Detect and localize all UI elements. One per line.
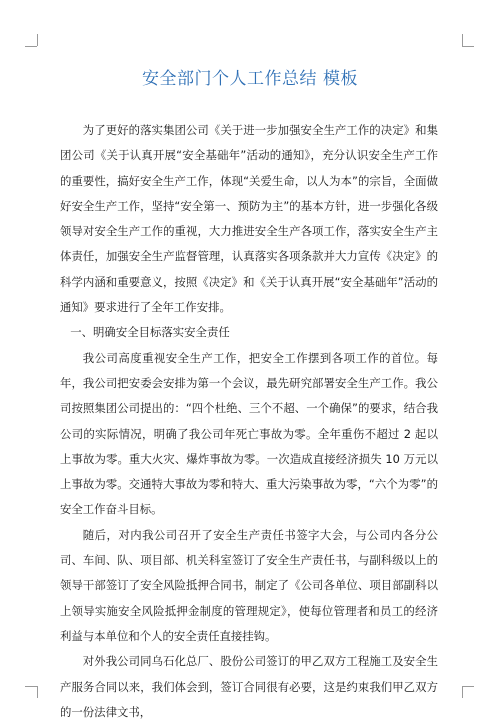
document-body — [60, 118, 438, 725]
document-title: 安全部门个人工作总结 模板 — [142, 69, 358, 89]
section-heading: 一、明确安全目标落实安全责任 — [70, 325, 230, 340]
body-paragraph: 随后，对内我公司召开了安全生产责任书签字大会，与公司内各分公司、车间、队、项目部、机关科室签订了安全生产责任书，与副科级以上的领导干部签订了安全风险抵押合同书，制定了《公司各单位、项目部副科以上领导实施安全风险抵押金制度的管理规定》，使每位管理者和员工的经济利益与本单位和个人的安全责任直接挂钩。 — [60, 527, 438, 643]
body-paragraph: 为了更好的落实集团公司《关于进一步加强安全生产工作的决定》和集团公司《关于认真开展“安全基础年”活动的通知》，充分认识安全生产工作的重要性，搞好安全生产工作，体现“关爱生命，以人为本”的宗旨，全面做好安全生产工作，坚持“安全第一、预防为主”的基本方针，进一步强化各级领导对安全生产工作的重视，大力推进安全生产各项工作，落实安全生产主体责任，加强安全生产监督管理，认真落实各项条款并大力宣传《决定》的科学内涵和重要意义，按照《决定》和《关于认真开展“安全基础年”活动的通知》要求进行了全年工作安排。 — [60, 123, 438, 315]
body-paragraph: 对外我公司同乌石化总厂、股份公司签订的甲乙双方工程施工及安全生产服务合同以来，我们体会到，签订合同很有必要，这是约束我们甲乙双方的一份法律文书， — [60, 654, 438, 719]
body-paragraph: 我公司高度重视安全生产工作，把安全工作摆到各项工作的首位。每年，我公司把安委会安排为第一个会议，最先研究部署安全生产工作。我公司按照集团公司提出的：“四个杜绝、三个不超、一个确保”的要求，结合我公司的实际情况，明确了我公司年死亡事故为零。全年重伤不超过 2 起以上事故为零。重大火灾、爆炸事故为零。一次造成直接经济损失 10 万元以上事故为零。交通特大事故为零和特大、重大污染事故为零，“六个为零”的安全工作奋斗目标。 — [60, 350, 438, 517]
